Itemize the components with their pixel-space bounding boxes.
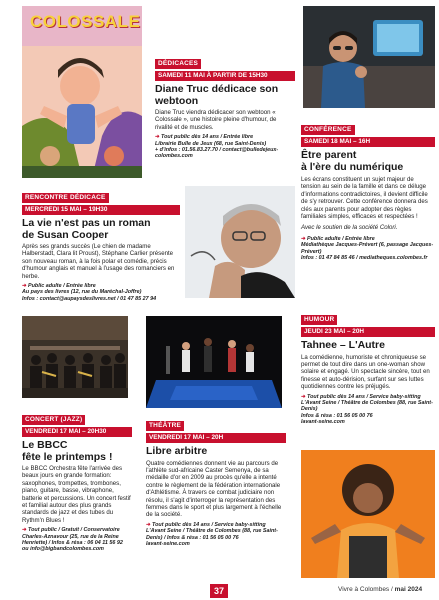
event-info [301,236,435,262]
comic-cover-image [22,6,142,178]
arrow-icon: ➜ [155,134,160,141]
tahnee-event [301,308,435,426]
event-title: Tahnee – L'Autre [301,339,385,351]
event-date: JEUDI 23 MAI – 20H [301,327,435,337]
event-category-tag: CONFÉRENCE [301,125,355,135]
page-number: 37 [210,584,228,598]
event-info-line: Tout public / Gratuit / Conservatoire Charles-Aznavour (25, rue de la Reine Henriette) / Infos & résa : 06 04 11 56 92 [22,527,123,547]
event-info-line: Tout public dès 14 ans / Entrée libre [161,134,254,141]
event-description: Le BBCC Orchestra fête l'arrivée des beaux jours en grande formation: saxophones, trompettes, trombones, piano, guitare, basse, vibraphone, batterie et percussions. Un concert festif et familial autour des plus grands standards de jazz et des tubes du Rythm'n Blues ! [22,465,131,524]
event-category-tag: HUMOUR [301,315,337,325]
event-title-line: La vie n'est pas un roman [22,217,151,229]
event-title: Diane Truc dédicace son webtoon [155,83,279,107]
arrow-icon: ➜ [301,235,306,242]
event-info-line: Infos & résa : 01 56 05 00 76 [301,412,373,419]
arrow-icon: ➜ [22,527,27,534]
event-info-line: lavant-seine.com [301,419,345,426]
diane-event [155,52,295,160]
event-info-line: Infos : contact@aupaysdeslivres.net / 01 47 85 27 94 [22,295,157,302]
magazine-name: Vivre à Colombes [338,586,390,593]
susan-event [22,186,180,302]
event-info-line: Public adulte / Entrée libre [28,283,96,290]
event-title [22,440,132,463]
theatre-stage-illustration [146,316,282,408]
event-info [146,522,286,548]
conference-event [301,118,435,261]
event-description: Diane Truc viendra dédicacer son webtoon « Colossale », une histoire pleine d'humour, de rivalité et de muscles. [155,109,277,131]
event-description: La comédienne, humoriste et chroniqueuse se permet de tout dire dans un one-woman show solaire et engagé. Un spectacle sincère, tout en finesse et auto-dérision, surfant sur ses luttes quotidiennes contre les préjugés. [301,353,430,391]
bbcc-event [22,408,132,553]
event-info-line: Tout public dès 14 ans / Service baby-sitting L'Avant Seine / Théâtre de Colombes (88, rue Saint-Denis) [301,393,433,413]
event-date: MERCREDI 15 MAI – 19H30 [22,205,180,215]
event-support: Avec le soutien de la société Colori. [301,224,398,232]
event-info-line: lavant-seine.com [146,540,190,547]
event-category-tag: RENCONTRE DÉDICACE [22,193,109,203]
event-title [301,150,435,173]
event-info-line: ou info@bigbandcolombes.com [22,546,104,553]
event-category-tag: DÉDICACES [155,59,201,69]
orchestra-illustration [22,316,128,398]
magazine-issue: mai 2024 [394,586,423,593]
event-date: SAMEDI 11 MAI À PARTIR DE 15H30 [155,71,295,81]
arrow-icon: ➜ [301,393,306,400]
event-info-line: Au pays des livres (12, rue du Maréchal-Joffre) [22,289,142,296]
event-info [22,283,180,302]
orchestra-photo [22,316,128,398]
author-portrait-illustration [185,186,295,298]
event-description: Les écrans constituent un sujet majeur de tension au sein de la famille et dans ce déluge d'informations contradictoires, il devient difficile de s'y retrouver. Cette conférence donnera des clés aux parents pour adopter des règles familiales simples, efficaces et respectées ! [301,176,428,221]
theatre-stage-photo [146,316,282,408]
event-info-line: Médiathèque Jacques-Prévert (6, passage Jacques-Prévert) [301,242,434,255]
event-info-line: Tout public dès 14 ans / Service baby-sitting L'Avant Seine / Théâtre de Colombes (88, rue Saint-Denis) / Infos & résa : 01 56 05 00 76 [146,521,278,541]
event-title: Libre arbitre [146,445,208,457]
event-title-line: Le BBCC [22,439,68,451]
event-info [301,394,435,426]
libre-event [146,414,286,547]
arrow-icon: ➜ [22,283,27,290]
author-portrait-photo [185,186,295,298]
event-title [22,218,180,241]
child-screen-illustration [303,6,435,108]
comedian-photo [301,450,435,578]
event-category-tag: CONCERT (JAZZ) [22,415,85,425]
event-date: VENDREDI 17 MAI – 20H30 [22,427,132,437]
event-info-line: Public adulte / Entrée libre [307,235,375,242]
event-date: VENDREDI 17 MAI – 20H [146,433,286,443]
event-description: Quatre comédiennes donnent vie au parcours de l'athlète sud-africaine Caster Semenya, de sa médaille d'or en 2009 au procès qu'elle a intenté contre le règlement de la fédération internationale d'Athlétisme. À travers ce combat judiciaire non résolu, il s'agit d'interroger la représentation des femmes dans le sport et plus largement à l'échelle de la société. [146,459,282,519]
event-date: SAMEDI 18 MAI – 16H [301,137,435,147]
comedian-illustration [301,450,435,578]
comic-cover-title: COLOSSALE [30,12,141,31]
event-info [155,134,295,160]
event-info-line: Infos : 01 47 84 85 46 / mediatheques.colombes.fr [301,255,428,262]
arrow-icon: ➜ [146,521,151,528]
event-category-tag: THÉÂTRE [146,421,184,431]
event-info-line: + d'infos : 01.56.83.27.70 / contact@bulledejeux-colombes.com [155,147,279,160]
event-title-line: de Susan Cooper [22,228,109,241]
footer-separator: / [391,586,395,593]
event-title-line: à l'ère du numérique [301,160,404,173]
event-title-line: fête le printemps ! [22,450,113,463]
footer-magazine [338,586,422,593]
event-info [22,527,132,553]
event-info-line: Librairie Bulle de Jeux (68, rue Saint-Denis) [155,140,267,147]
child-screen-photo [303,6,435,108]
event-title-line: Être parent [301,149,357,161]
event-description: Après ses grands succès (Le chien de madame Halberstadt, Clara lit Proust), Stéphane Carlier présente son nouveau roman, à la fois polar et comédie, précis d'humour anglais et manuel à l'usage des romanciers en herbe. [22,243,175,280]
